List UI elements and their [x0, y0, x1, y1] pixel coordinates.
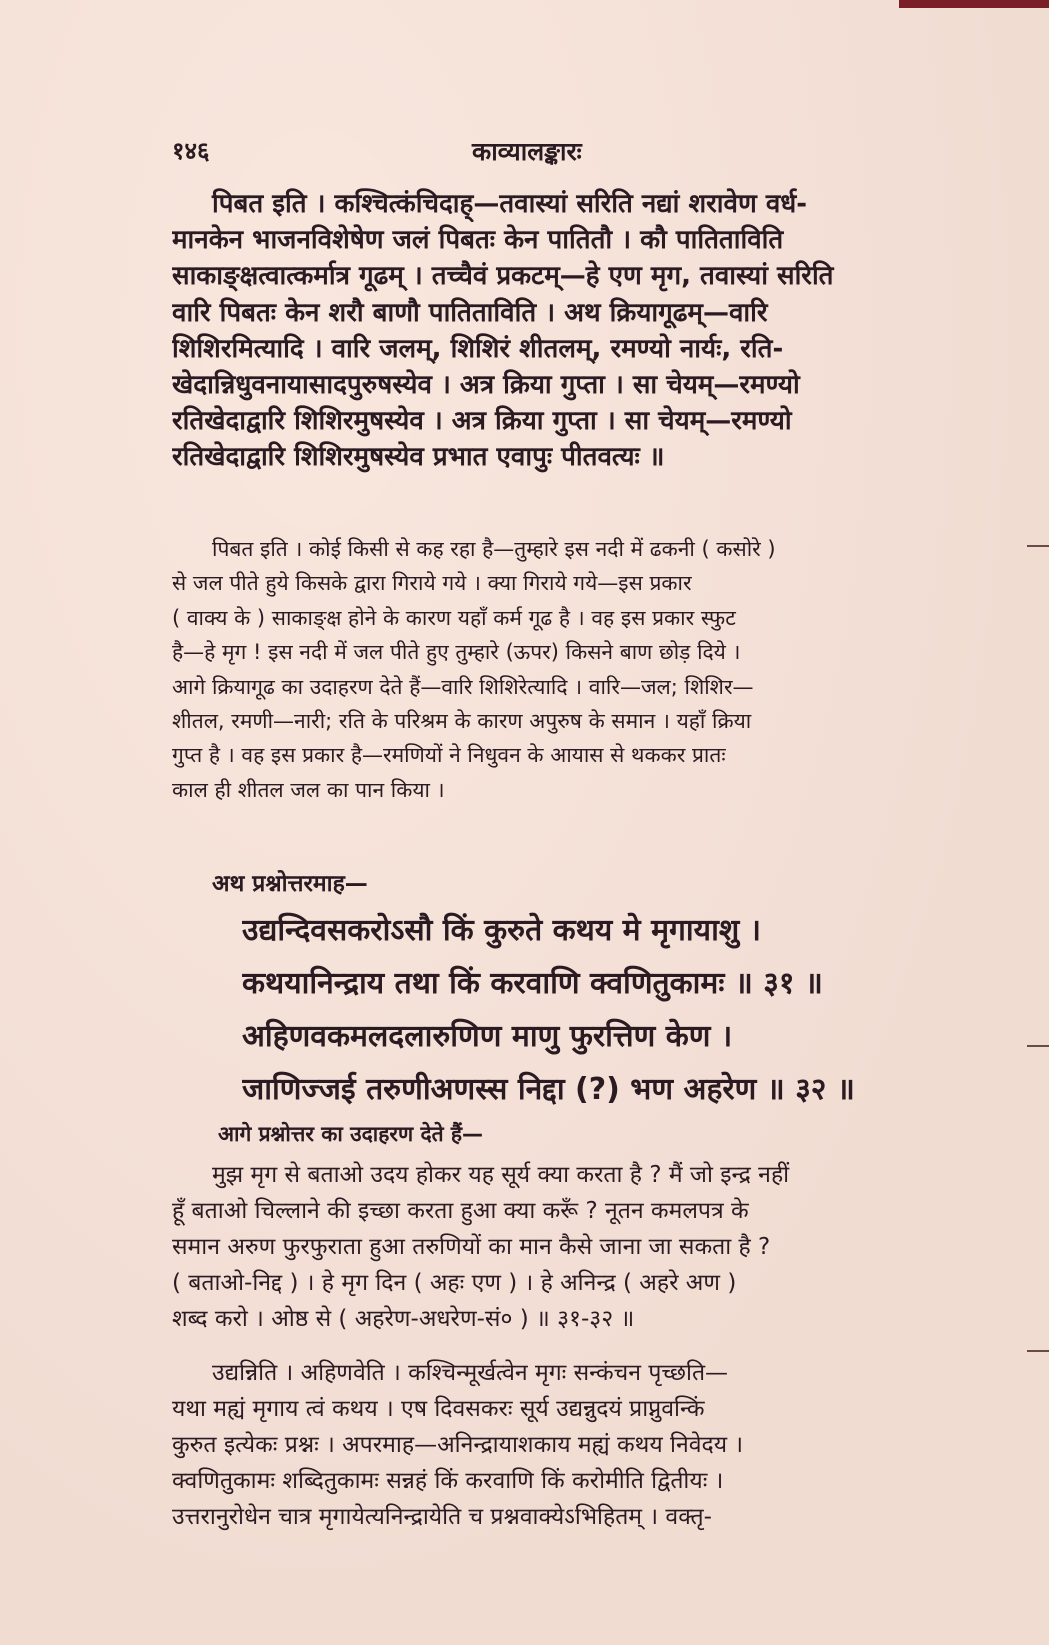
text-line: आगे क्रियागूढ का उदाहरण देते हैं—वारि शिशिरेत्यादि । वारि—जल; शिशिर—: [172, 674, 754, 699]
text-line: अथ प्रश्नोत्तरमाह—: [212, 871, 368, 897]
page-edge-mark: [899, 0, 1049, 8]
verse-line: अहिणवकमलदलारुणिण माणु फुरत्तिण केण ।: [242, 1019, 733, 1054]
text-line: शिशिरमित्यादि । वारि जलम्, शिशिरं शीतलम्, रमण्यो नार्यः, रति-: [172, 333, 784, 364]
running-title: काव्यालङ्कारः: [472, 137, 582, 166]
text-line: ( वाक्य के ) साकाङ्क्ष होने के कारण यहाँ कर्म गूढ है । वह इस प्रकार स्फुट: [172, 605, 736, 630]
verse-line: कथयानिन्द्राय तथा किं करवाणि क्वणितुकामः ॥ ३१ ॥: [242, 966, 823, 1001]
page-header: [172, 134, 932, 174]
margin-tick: [1027, 1045, 1049, 1047]
text-line: ( बताओ-निद्द ) । हे मृग दिन ( अहः एण ) । हे अनिन्द्र ( अहरे अण ): [172, 1270, 737, 1296]
verse-block: [242, 904, 942, 1116]
text-line: काल ही शीतल जल का पान किया ।: [172, 777, 445, 802]
text-line: हूँ बताओ चिल्लाने की इच्छा करता हुआ क्या करूँ ? नूतन कमलपत्र के: [172, 1198, 749, 1224]
page-number: १४६: [172, 137, 210, 165]
text-line: उत्तरानुरोधेन चात्र मृगायेत्यनिन्द्रायेति च प्रश्नवाक्येऽभिहितम् । वक्तृ-: [172, 1504, 712, 1530]
hindi-translation-1: [172, 532, 942, 807]
text-line: गुप्त है । वह इस प्रकार है—रमणियों ने निधुवन के आयास से थककर प्रातः: [172, 743, 726, 768]
text-line: पिबत इति । कश्चित्कंचिदाह्—तवास्यां सरिति नद्यां शरावेण वर्ध-: [212, 189, 808, 219]
verse-line: जाणिज्जई तरुणीअणस्स निद्दा (?) भण अहरेण ॥ ३२ ॥: [242, 1072, 855, 1107]
text-line: रतिखेदाद्वारि शिशिरमुषस्येव । अत्र क्रिया गुप्ता । सा चेयम्—रमण्यो: [172, 406, 792, 437]
text-line: उद्यन्निति । अहिणवेति । कश्चिन्मूर्खत्वेन मृगः सन्कंचन पृच्छति—: [212, 1360, 729, 1386]
hindi-translation-2: [172, 1157, 942, 1337]
text-line: खेदान्निधुवनायासादपुरुषस्येव । अत्र क्रिया गुप्ता । सा चेयम्—रमण्यो: [172, 369, 800, 400]
text-line: है—हे मृग ! इस नदी में जल पीते हुए तुम्हारे (ऊपर) किसने बाण छोड़ दिये ।: [172, 640, 741, 665]
text-line: पिबत इति । कोई किसी से कह रहा है—तुम्हारे इस नदी में ढकनी ( कसोरे ): [212, 537, 776, 561]
text-line: शब्द करो । ओष्ठ से ( अहरेण-अधरेण-सं० ) ॥ ३१-३२ ॥: [172, 1306, 635, 1332]
text-line: यथा मह्यं मृगाय त्वं कथय । एष दिवसकरः सूर्य उद्यन्नुदयं प्राप्नुवन्किं: [172, 1396, 705, 1422]
text-line: शीतल, रमणी—नारी; रति के परिश्रम के कारण अपुरुष के समान । यहाँ क्रिया: [172, 708, 752, 733]
sub-heading: [172, 1116, 942, 1152]
text-line: साकाङ्क्षत्वात्कर्मात्र गूढम् । तच्चैवं प्रकटम्—हे एण मृग, तवास्यां सरिति: [172, 261, 834, 292]
text-line: वारि पिबतः केन शरौ बाणौ पातिताविति । अथ क्रियागूढम्—वारि: [172, 297, 768, 328]
text-line: मुझ मृग से बताओ उदय होकर यह सूर्य क्या करता है ? मैं जो इन्द्र नहीं: [212, 1162, 790, 1188]
text-line: समान अरुण फुरफुराता हुआ तरुणियों का मान कैसे जाना जा सकता है ?: [172, 1234, 771, 1260]
text-line: आगे प्रश्नोत्तर का उदाहरण देते हैं—: [218, 1122, 484, 1146]
sanskrit-commentary-2: [172, 1355, 942, 1535]
sanskrit-commentary-1: [172, 186, 942, 476]
margin-tick: [1027, 545, 1049, 547]
margin-tick: [1027, 1350, 1049, 1352]
text-line: क्वणितुकामः शब्दितुकामः सन्नहं किं करवाणि किं करोमीति द्वितीयः ।: [172, 1468, 724, 1494]
text-line: मानकेन भाजनविशेषेण जलं पिबतः केन पातितौ । कौ पातिताविति: [172, 225, 784, 256]
verse-line: उद्यन्दिवसकरोऽसौ किं कुरुते कथय मे मृगायाशु ।: [242, 913, 762, 948]
text-line: रतिखेदाद्वारि शिशिरमुषस्येव प्रभात एवापुः पीतवत्यः ॥: [172, 442, 665, 473]
text-line: कुरुत इत्येकः प्रश्नः । अपरमाह—अनिन्द्रायाशकाय मह्यं कथय निवेदय ।: [172, 1432, 744, 1458]
text-line: से जल पीते हुये किसके द्वारा गिराये गये । क्या गिराये गये—इस प्रकार: [172, 571, 692, 596]
section-heading: [172, 866, 942, 902]
